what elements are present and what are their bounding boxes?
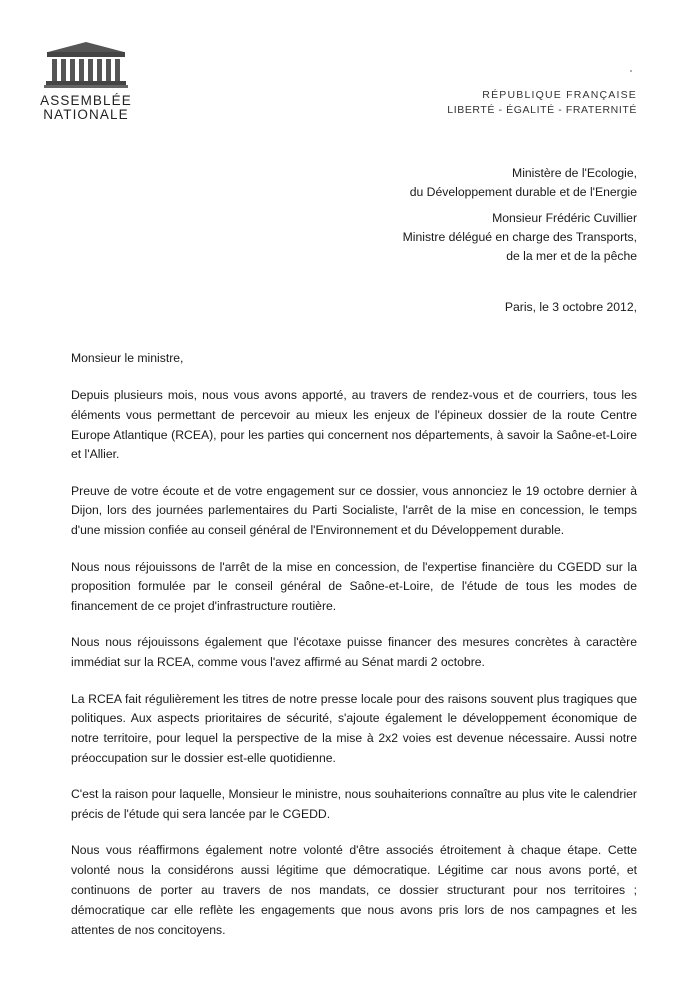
logo-line-1: ASSEMBLÉE — [40, 93, 132, 108]
paragraph: Nous nous réjouissons également que l'écotaxe puisse financer des mesures concrètes à caractère immédiat sur la RCEA, comme vous l'avez affirmé au Sénat mardi 2 octobre. — [71, 635, 637, 670]
paragraph: Nous vous réaffirmons également notre volonté d'être associés étroitement à chaque étape. Cette volonté nous la considérons aussi légitime que démocratique. Légitime car nous avons porté, et continuons de porter au travers de nos mandats, ce dossier structurant pour nos territoires ; démocratique car elle reflète les engagements que nous avons pris lors de nos campagnes et les attentes de nos concitoyens. — [71, 843, 637, 937]
republic-motto: LIBERTÉ - ÉGALITÉ - FRATERNITÉ — [447, 104, 637, 116]
logo-line-2: NATIONALE — [43, 107, 129, 122]
republic-header — [447, 88, 637, 118]
recipient-role-line-2: de la mer et de la pêche — [506, 249, 637, 263]
letter-body — [71, 386, 637, 957]
paragraph: Depuis plusieurs mois, nous vous avons apporté, au travers de rendez-vous et de courriers, tous les éléments vous permettant de percevoir au mieux les enjeux de l'épineux dossier de la route Centre Europe Atlantique (RCEA), pour les parties qui concernent nos départements, à savoir la Saône-et-Loire et l'Allier. — [71, 388, 637, 462]
recipient-name: Monsieur Frédéric Cuvillier — [492, 211, 637, 225]
assemblee-nationale-logo — [40, 40, 140, 122]
paragraph: Nous nous réjouissons de l'arrêt de la mise en concession, de l'expertise financière du CGEDD sur la proposition formulée par le conseil général de Saône-et-Loire, de l'étude de tous les modes de financement de ce projet d'infrastructure routière. — [71, 559, 637, 614]
ministry-line-2: du Développement durable et de l'Energie — [409, 185, 637, 199]
paragraph: La RCEA fait régulièrement les titres de notre presse locale pour des raisons souvent plus tragiques que politiques. Aux aspects prioritaires de sécurité, s'ajoute également le développement économique de notre territoire, pour lequel la perspective de la mise à 2x2 voies est devenue nécessaire. Aussi notre préoccupation sur le dossier est-elle quotidienne. — [71, 691, 637, 765]
parliament-building-icon — [44, 40, 128, 88]
letter-date: Paris, le 3 octobre 2012, — [504, 300, 637, 314]
speck — [630, 70, 632, 72]
paragraph: Preuve de votre écoute et de votre engagement sur ce dossier, vous annonciez le 19 octobre dernier à Dijon, lors des journées parlementaires du Parti Socialiste, l'arrêt de la mise en concession, le temps d'une mission confiée au conseil général de l'Environnement et du Développement durable. — [71, 483, 637, 538]
paragraph: C'est la raison pour laquelle, Monsieur le ministre, nous souhaiterions connaître au plus vite le calendrier précis de l'étude qui sera lancée par le CGEDD. — [71, 787, 637, 822]
salutation: Monsieur le ministre, — [71, 351, 184, 365]
recipient-role-line-1: Ministre délégué en charge des Transports, — [402, 230, 637, 244]
recipient-block — [403, 164, 637, 273]
ministry-line-1: Ministère de l'Ecologie, — [512, 166, 637, 180]
republic-title: RÉPUBLIQUE FRANÇAISE — [482, 89, 637, 101]
